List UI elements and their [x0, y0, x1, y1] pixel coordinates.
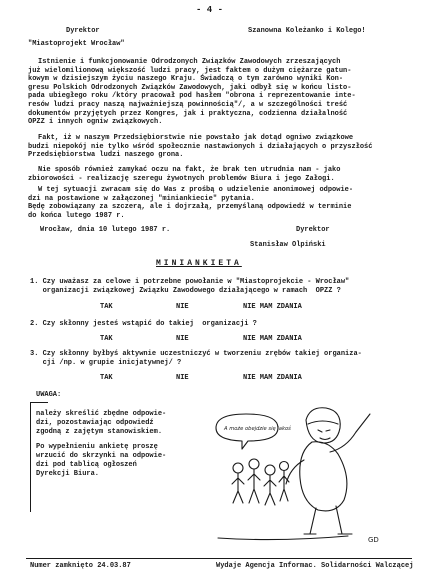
footer-issue-closed: Numer zamknięto 24.03.87 [30, 562, 131, 570]
paragraph-line: budzi niepokój nie tylko wśród społecznie nastawionych i działających o przyszłość [28, 142, 373, 151]
answer-no[interactable]: NIE [176, 335, 189, 343]
paragraph-line: W tej sytuacji zwracam się do Was z prośbą o udzielenie anonimowej odpowie- [38, 186, 354, 194]
paragraph-line: kowym w dzisiejszym życiu naszego Kraju. Świadczą o tym zarówno wyniki Kon- [28, 75, 344, 84]
note-line: Dyrekcji Biura. [36, 470, 100, 478]
note-line: należy skreślić zbędne odpowie- [36, 410, 167, 418]
answer-no-opinion[interactable]: NIE MAM ZDANIA [243, 335, 302, 343]
paragraph-line: Będę zobowiązany za szczerą, ale i dojrzałą, przemyślaną odpowiedź w terminie [28, 203, 352, 212]
sender-org: "Miastoprojekt Wrocław" [28, 40, 125, 48]
note-line: dzi, pozostawiając odpowiedź [36, 419, 154, 427]
survey-question-1 [30, 278, 349, 295]
date-line: Wrocław, dnia 10 lutego 1987 r. [40, 226, 171, 234]
answer-yes[interactable]: TAK [100, 335, 113, 343]
small-figures [232, 459, 289, 505]
big-figure-head [306, 408, 340, 443]
footer-publisher: Wydaje Agencja Informac. Solidarności Walczącej [216, 562, 414, 570]
paragraph-line: Fakt, iż w naszym Przedsiębiorstwie nie powstało jak dotąd ogniwo związkowe [38, 134, 354, 142]
paragraph-line: OPZZ i innych ogniw związkowych. [28, 118, 163, 127]
paragraph-line: już wielomilionową większość ludzi pracy, jest faktem o dużym ciężarze gatun- [28, 66, 352, 75]
paragraph-line: Istnienie i funkcjonowanie Odrodzonych Związków Zawodowych zrzeszających [38, 58, 341, 66]
note-line: Po wypełnieniu ankietę proszę [36, 443, 158, 451]
page-number: - 4 - [196, 5, 224, 15]
question-line: cji /np. w grupie inicjatywnej/ ? [30, 358, 182, 367]
note-line: zgodną z zajętym stanowiskiem. [36, 428, 163, 436]
letter-paragraph-4 [28, 186, 412, 220]
letter-paragraph-1 [28, 58, 412, 127]
cartoon-signature: GD [368, 536, 379, 544]
cartoon-illustration [208, 398, 388, 548]
paragraph-line: resów ludzi pracy naszą najważniejszą powinnością"/, a w szczególności treść [28, 100, 348, 109]
footer-rule [26, 558, 412, 559]
answer-no-opinion[interactable]: NIE MAM ZDANIA [243, 303, 302, 311]
note-left-rule [30, 402, 31, 512]
survey-title: MINIANKIETA [156, 259, 242, 268]
note-line: wrzucić do skrzynki na odpowie- [36, 452, 167, 460]
paragraph-line: zbiorowości - realizację szeregu żywotnych problemów Biura i jego Załogi. [28, 174, 335, 183]
big-figure-body [300, 442, 347, 511]
note-heading: UWAGA: [36, 391, 62, 399]
survey-question-2 [30, 320, 257, 329]
cartoon-speech-text: A może obejdzie się jakoś [224, 426, 291, 432]
salutation: Szanowna Koleżanko i Kolego! [248, 27, 366, 35]
paragraph-line: gresu Polskich Odrodzonych Związków Zawodowych, jaki odbył się w końcu listo- [28, 83, 352, 92]
note-line: dzi pod tablicą ogłoszeń [36, 461, 137, 469]
question-line: 3. Czy skłonny byłbyś aktywnie uczestniczyć w tworzeniu zrębów takiej organiza- [30, 350, 362, 358]
note-top-rule [30, 402, 48, 403]
letter-paragraph-3 [28, 166, 412, 183]
question-line: 1. Czy uważasz za celowe i potrzebne powołanie w "Miastoprojekcie - Wrocław" [30, 278, 350, 286]
answer-yes[interactable]: TAK [100, 303, 113, 311]
signature-title: Dyrektor [296, 226, 330, 234]
answer-no-opinion[interactable]: NIE MAM ZDANIA [243, 374, 302, 382]
question-line: organizacji związkowej Związku Zawodowego działającego w ramach OPZZ ? [30, 286, 341, 295]
survey-question-3 [30, 350, 362, 367]
letter-paragraph-2 [28, 134, 412, 160]
note-body [36, 410, 166, 479]
signature-name: Stanisław Olpiński [250, 241, 326, 249]
paragraph-line: Przedsiębiorstwa ludzi naszego grona. [28, 151, 184, 160]
answer-no[interactable]: NIE [176, 303, 189, 311]
sender-title: Dyrektor [66, 27, 100, 35]
paragraph-line: do końca lutego 1987 r. [28, 211, 125, 220]
paragraph-line: dokumentów przyjętych przez Kongres, jak i praktyczna, codzienna działalność [28, 109, 348, 118]
paragraph-line: pada ubiegłego roku /który pracował pod hasłem "obrona i reprezentowanie inte- [28, 92, 356, 101]
answer-no[interactable]: NIE [176, 374, 189, 382]
question-line: 2. Czy skłonny jesteś wstąpić do takiej organizacji ? [30, 320, 257, 328]
paragraph-line: Nie sposób również zamykać oczu na fakt, że brak ten utrudnia nam - jako [38, 166, 341, 174]
paragraph-line: dzi na postawione w załączonej "miniankiecie" pytania. [28, 194, 255, 203]
answer-yes[interactable]: TAK [100, 374, 113, 382]
